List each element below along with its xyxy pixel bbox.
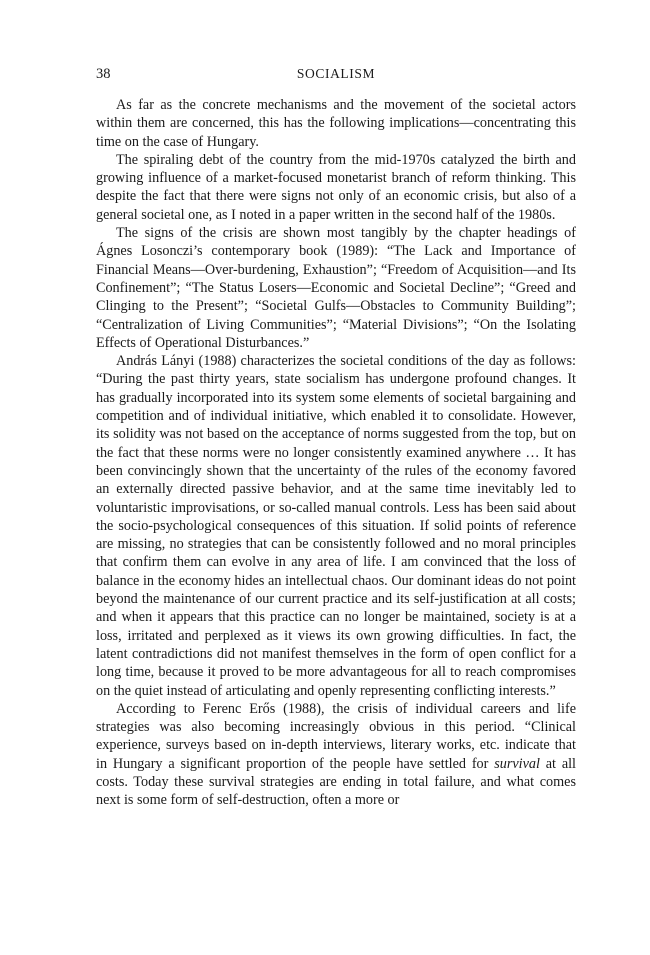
paragraph-1: As far as the concrete mechanisms and the movement of the societal actors within them are concerned, this has the following implications—concentrating this time on the case of Hungary. xyxy=(96,97,576,150)
paragraph-2: The spiraling debt of the country from the mid-1970s catalyzed the birth and growing influence of a market-focused monetarist branch of reform thinking. This despite the fact that there were signs not only of an economic crisis, but also of a general societal one, as I noted in a paper written in the second half of the 1980s. xyxy=(96,151,576,223)
paragraph-5-text-b: at all costs. Today these survival strategies are ending in total failure, and what comes next is some form of self-destruction, often a more or xyxy=(96,755,576,809)
paragraph-5 xyxy=(96,700,576,810)
body-text xyxy=(96,96,576,810)
page-number: 38 xyxy=(96,66,111,82)
running-head: SOCIALISM xyxy=(296,66,376,81)
paragraph-4: András Lányi (1988) characterizes the societal conditions of the day as follows: “During the past thirty years, state socialism has undergone profound changes. It has gradually incorporated into its system some elements of societal bargaining and competition and of individual initiative, which enabled it to consolidate. However, its solidity was not based on the acceptance of norms suggested from the top, but on the fact that these norms were no longer consistently examined anywhere … It has been convincingly shown that the uncertainty of the rules of the economy favored an externally directed passive behavior, and at the same time inevitably led to voluntaristic improvisations, or so-called manual controls. Less has been said about the socio-psychological consequences of this situation. If solid points of reference are missing, no strategies that can be consistently followed and no moral principles that confirm them can evolve in any area of life. I am convinced that the loss of balance in the economy hides an intellectual chaos. Our dominant ideas do not point beyond the maintenance of our current practice and its self-justification at all costs; and when it appears that this practice can no longer be maintained, society is at a loss, irritated and perplexed as it views its own growing difficulties. In fact, the latent contradictions did not manifest themselves in the form of open conflict for a long time, because it proved to be more advantageous for all to reach compromises on the quiet instead of articulating and openly representing conflicting interests.” xyxy=(96,353,576,699)
paragraph-5-text-a: According to Ferenc Erős (1988), the crisis of individual careers and life strategies was also becoming increasingly obvious in this period. “Clinical experience, surveys based on in-depth interviews, literary works, etc. indicate that in Hungary a significant proportion of the people have settled for xyxy=(96,700,576,772)
paragraph-5-italic: survival xyxy=(494,755,540,772)
page-header xyxy=(96,66,576,88)
paragraph-3: The signs of the crisis are shown most tangibly by the chapter headings of Ágnes Losonczi’s contemporary book (1989): “The Lack and Importance of Financial Means—Over-burdening, Exhaustion”; “Freedom of Acquisition—and Its Confinement”; “The Status Losers—Economic and Societal Decline”; “Greed and Clinging to the Present”; “Societal Gulfs—Obstacles to Community Building”; “Centralization of Living Communities”; “Material Divisions”; “On the Isolating Effects of Operational Disturbances.” xyxy=(96,225,576,351)
